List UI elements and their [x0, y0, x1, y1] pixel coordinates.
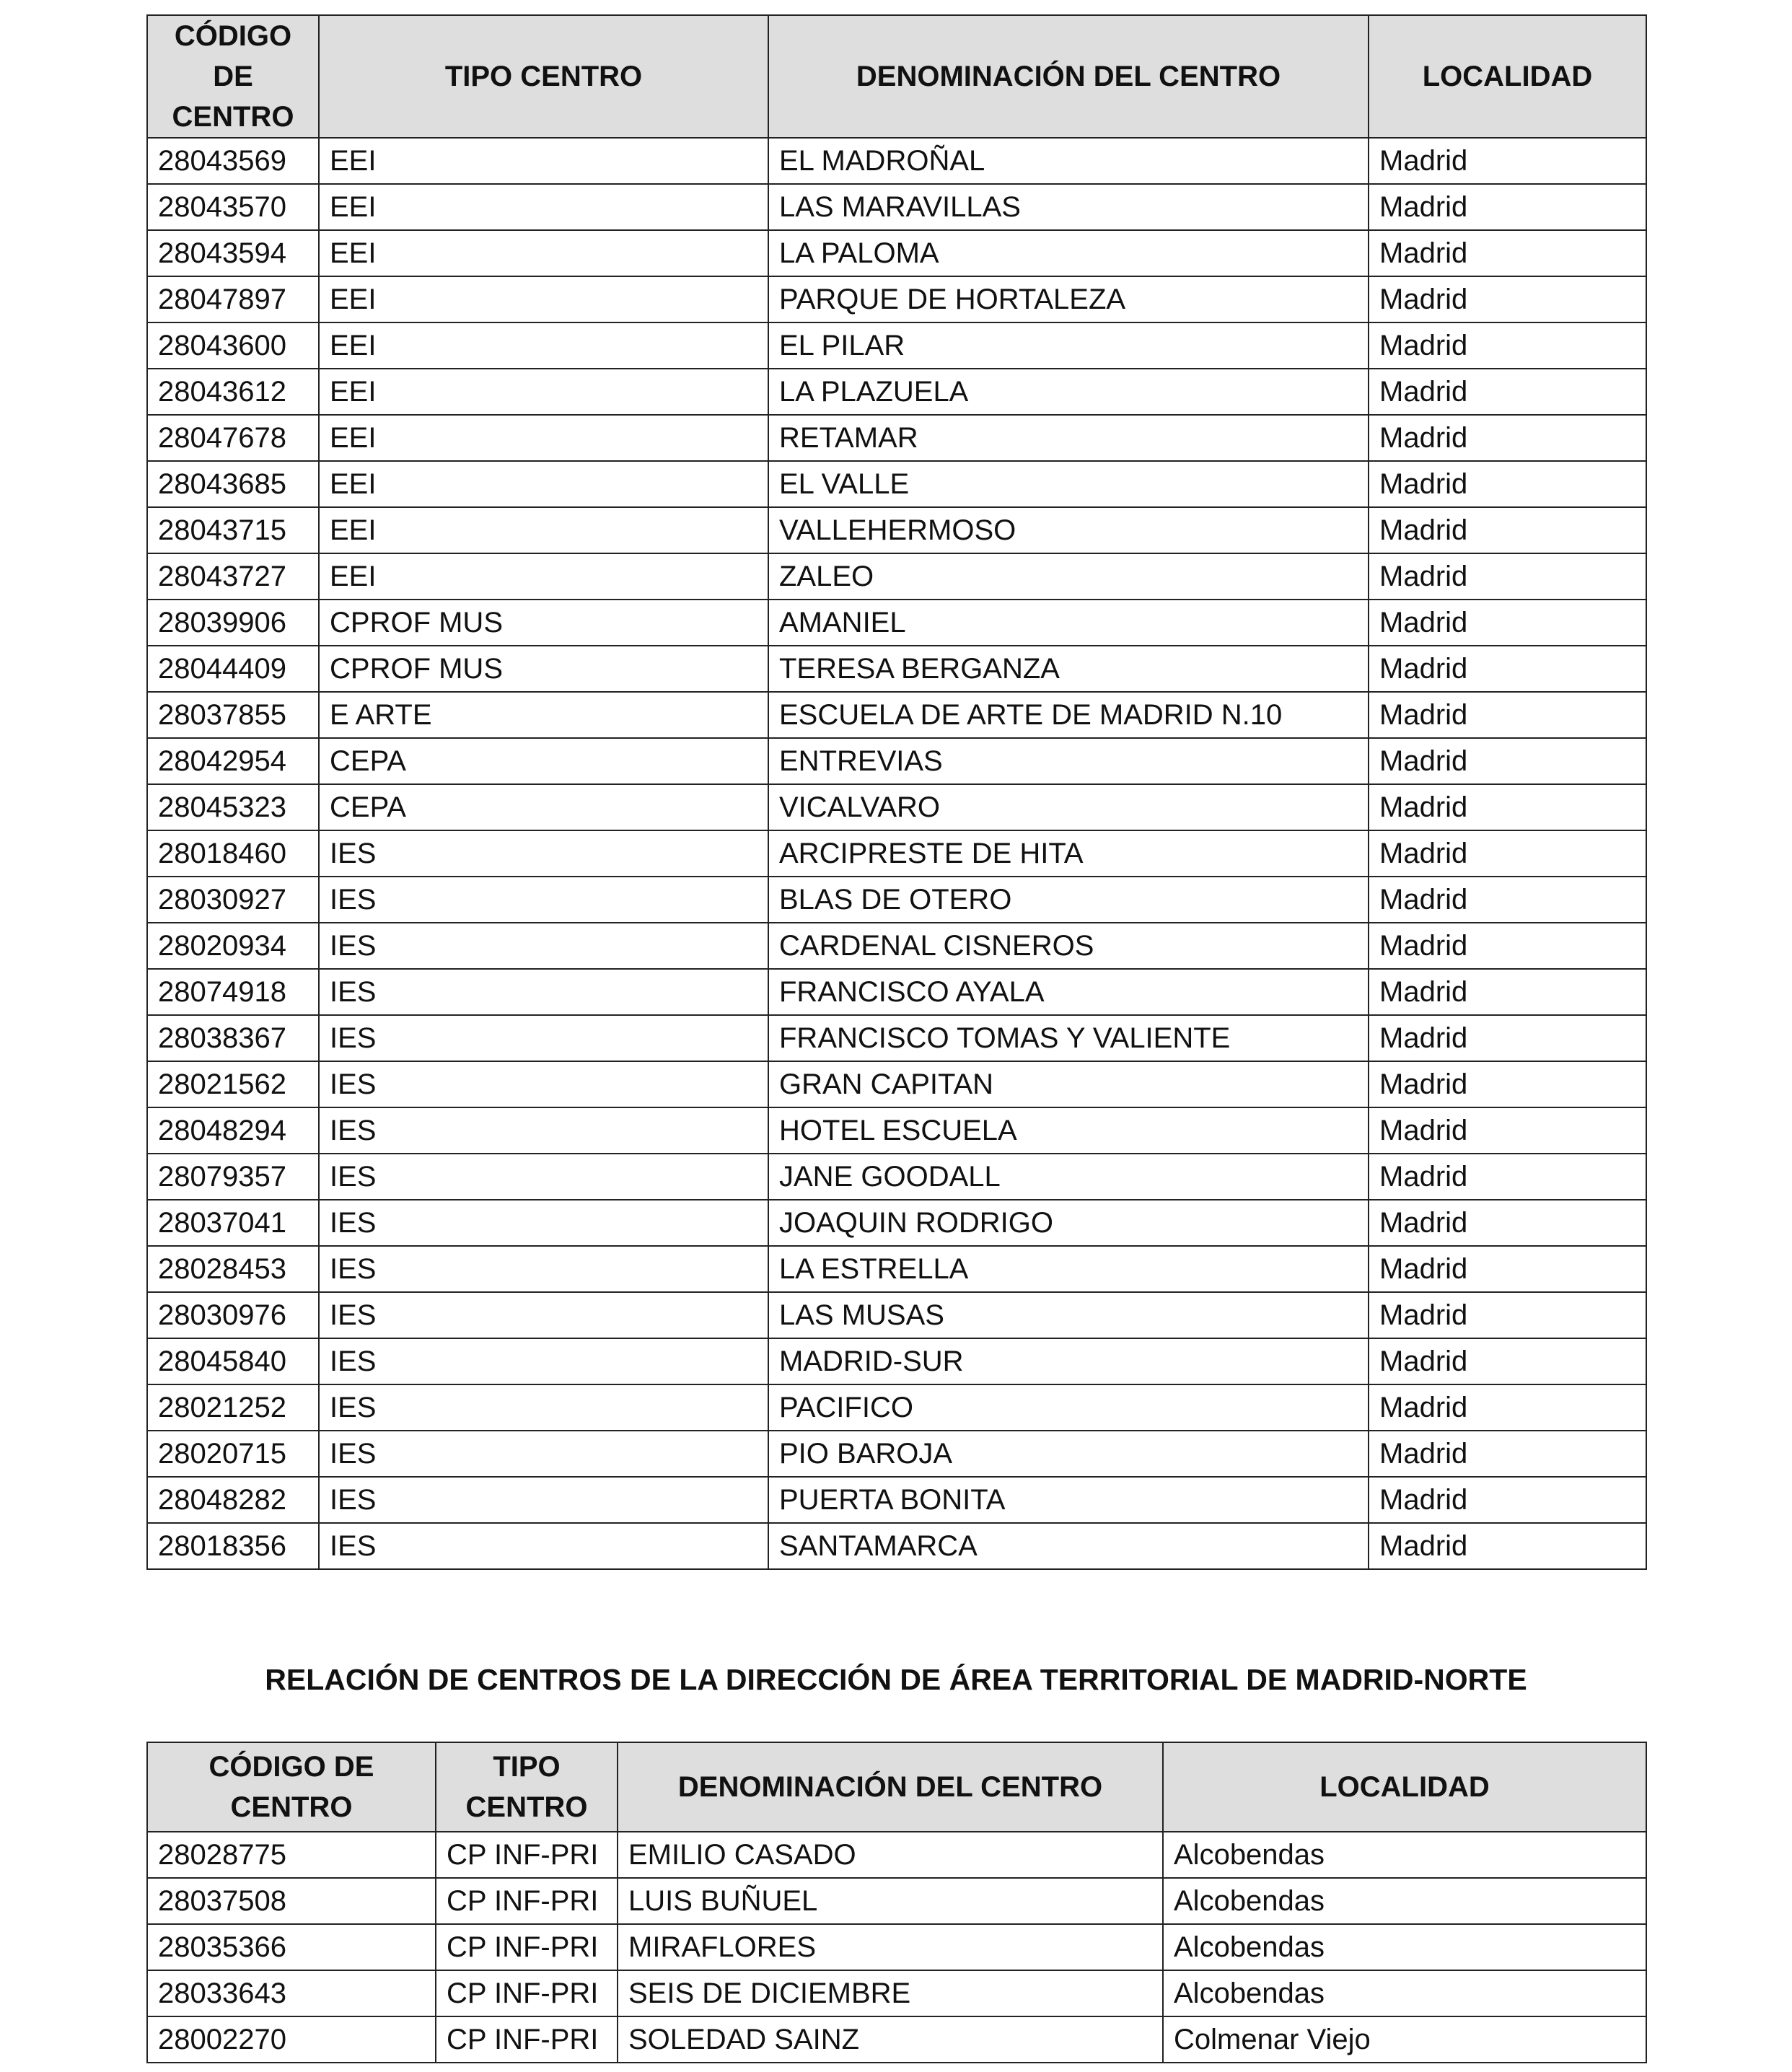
cell-tipo: CP INF-PRI	[436, 1878, 618, 1924]
cell-denominacion: EL PILAR	[768, 322, 1369, 369]
cell-tipo: IES	[319, 1477, 768, 1523]
cell-denominacion: BLAS DE OTERO	[768, 877, 1369, 923]
cell-tipo: IES	[319, 1200, 768, 1246]
cell-localidad: Madrid	[1369, 830, 1646, 877]
cell-localidad: Madrid	[1369, 923, 1646, 969]
table-row	[147, 461, 1646, 507]
cell-codigo: 28047897	[147, 276, 319, 322]
cell-localidad: Alcobendas	[1163, 1970, 1646, 2016]
table-row	[147, 1384, 1646, 1431]
section-title: RELACIÓN DE CENTROS DE LA DIRECCIÓN DE ÁREA TERRITORIAL DE MADRID-NORTE	[265, 1663, 1527, 1696]
cell-tipo: IES	[319, 877, 768, 923]
cell-localidad: Madrid	[1369, 369, 1646, 415]
cell-denominacion: LA PLAZUELA	[768, 369, 1369, 415]
cell-denominacion: EL MADROÑAL	[768, 138, 1369, 184]
cell-localidad: Madrid	[1369, 646, 1646, 692]
cell-localidad: Madrid	[1369, 553, 1646, 600]
table-row	[147, 1015, 1646, 1061]
cell-tipo: IES	[319, 1015, 768, 1061]
cell-localidad: Madrid	[1369, 1477, 1646, 1523]
cell-tipo: EEI	[319, 415, 768, 461]
cell-codigo: 28048282	[147, 1477, 319, 1523]
header-codigo: CÓDIGO DE CENTRO	[147, 15, 319, 138]
cell-codigo: 28039906	[147, 600, 319, 646]
cell-tipo: EEI	[319, 322, 768, 369]
cell-localidad: Madrid	[1369, 507, 1646, 553]
cell-denominacion: SOLEDAD SAINZ	[618, 2016, 1163, 2063]
cell-tipo: EEI	[319, 461, 768, 507]
cell-denominacion: LA PALOMA	[768, 230, 1369, 276]
cell-denominacion: ENTREVIAS	[768, 738, 1369, 784]
cell-codigo: 28037855	[147, 692, 319, 738]
header-denominacion: DENOMINACIÓN DEL CENTRO	[618, 1742, 1163, 1832]
cell-codigo: 28002270	[147, 2016, 436, 2063]
cell-codigo: 28043727	[147, 553, 319, 600]
header-localidad: LOCALIDAD	[1369, 15, 1646, 138]
table-row	[147, 1832, 1646, 1878]
cell-localidad: Madrid	[1369, 1246, 1646, 1292]
cell-localidad: Madrid	[1369, 1523, 1646, 1569]
cell-codigo: 28021562	[147, 1061, 319, 1107]
cell-tipo: IES	[319, 1246, 768, 1292]
table-row	[147, 276, 1646, 322]
centros-table-2	[146, 1742, 1647, 2063]
header-codigo: CÓDIGO DE CENTRO	[147, 1742, 436, 1832]
cell-localidad: Madrid	[1369, 877, 1646, 923]
cell-localidad: Madrid	[1369, 1200, 1646, 1246]
cell-denominacion: PARQUE DE HORTALEZA	[768, 276, 1369, 322]
header-tipo: TIPO CENTRO	[319, 15, 768, 138]
cell-codigo: 28021252	[147, 1384, 319, 1431]
cell-localidad: Madrid	[1369, 784, 1646, 830]
cell-tipo: IES	[319, 1107, 768, 1154]
table-row	[147, 877, 1646, 923]
table-row	[147, 1970, 1646, 2016]
cell-localidad: Madrid	[1369, 1061, 1646, 1107]
cell-denominacion: JOAQUIN RODRIGO	[768, 1200, 1369, 1246]
header-tipo: TIPO CENTRO	[436, 1742, 618, 1832]
cell-codigo: 28043685	[147, 461, 319, 507]
cell-tipo: CP INF-PRI	[436, 1832, 618, 1878]
cell-tipo: CEPA	[319, 738, 768, 784]
cell-tipo: EEI	[319, 276, 768, 322]
cell-denominacion: SANTAMARCA	[768, 1523, 1369, 1569]
cell-localidad: Madrid	[1369, 969, 1646, 1015]
cell-codigo: 28043600	[147, 322, 319, 369]
cell-denominacion: RETAMAR	[768, 415, 1369, 461]
cell-denominacion: FRANCISCO AYALA	[768, 969, 1369, 1015]
cell-denominacion: LUIS BUÑUEL	[618, 1878, 1163, 1924]
cell-tipo: IES	[319, 1384, 768, 1431]
cell-tipo: CP INF-PRI	[436, 1924, 618, 1970]
cell-tipo: IES	[319, 1431, 768, 1477]
cell-denominacion: VALLEHERMOSO	[768, 507, 1369, 553]
table-row	[147, 738, 1646, 784]
cell-tipo: CPROF MUS	[319, 646, 768, 692]
cell-codigo: 28045323	[147, 784, 319, 830]
cell-tipo: IES	[319, 830, 768, 877]
cell-localidad: Madrid	[1369, 1292, 1646, 1338]
table-row	[147, 1477, 1646, 1523]
cell-tipo: IES	[319, 1061, 768, 1107]
cell-denominacion: SEIS DE DICIEMBRE	[618, 1970, 1163, 2016]
table-row	[147, 415, 1646, 461]
cell-denominacion: MIRAFLORES	[618, 1924, 1163, 1970]
cell-localidad: Madrid	[1369, 230, 1646, 276]
cell-codigo: 28018460	[147, 830, 319, 877]
table-row	[147, 184, 1646, 230]
table-row	[147, 1924, 1646, 1970]
cell-denominacion: GRAN CAPITAN	[768, 1061, 1369, 1107]
table-row	[147, 600, 1646, 646]
cell-localidad: Madrid	[1369, 738, 1646, 784]
table-row	[147, 969, 1646, 1015]
cell-localidad: Madrid	[1369, 692, 1646, 738]
centros-table-1	[146, 14, 1647, 1570]
cell-tipo: EEI	[319, 138, 768, 184]
header-localidad: LOCALIDAD	[1163, 1742, 1646, 1832]
cell-localidad: Alcobendas	[1163, 1878, 1646, 1924]
table-row	[147, 2016, 1646, 2063]
cell-denominacion: LA ESTRELLA	[768, 1246, 1369, 1292]
cell-codigo: 28043594	[147, 230, 319, 276]
cell-denominacion: HOTEL ESCUELA	[768, 1107, 1369, 1154]
cell-codigo: 28043715	[147, 507, 319, 553]
cell-tipo: EEI	[319, 369, 768, 415]
cell-codigo: 28043569	[147, 138, 319, 184]
cell-codigo: 28028453	[147, 1246, 319, 1292]
cell-localidad: Madrid	[1369, 600, 1646, 646]
cell-localidad: Madrid	[1369, 276, 1646, 322]
cell-codigo: 28045840	[147, 1338, 319, 1384]
cell-codigo: 28020934	[147, 923, 319, 969]
table-row	[147, 138, 1646, 184]
table-row	[147, 322, 1646, 369]
cell-denominacion: JANE GOODALL	[768, 1154, 1369, 1200]
cell-denominacion: LAS MUSAS	[768, 1292, 1369, 1338]
table-row	[147, 369, 1646, 415]
cell-localidad: Madrid	[1369, 322, 1646, 369]
cell-tipo: IES	[319, 923, 768, 969]
cell-localidad: Madrid	[1369, 1154, 1646, 1200]
cell-denominacion: PIO BAROJA	[768, 1431, 1369, 1477]
cell-tipo: EEI	[319, 230, 768, 276]
cell-denominacion: ARCIPRESTE DE HITA	[768, 830, 1369, 877]
cell-denominacion: MADRID-SUR	[768, 1338, 1369, 1384]
cell-codigo: 28030976	[147, 1292, 319, 1338]
table-row	[147, 1292, 1646, 1338]
cell-codigo: 28020715	[147, 1431, 319, 1477]
table-row	[147, 1107, 1646, 1154]
header-denominacion: DENOMINACIÓN DEL CENTRO	[768, 15, 1369, 138]
cell-codigo: 28033643	[147, 1970, 436, 2016]
cell-denominacion: LAS MARAVILLAS	[768, 184, 1369, 230]
table-row	[147, 1200, 1646, 1246]
cell-localidad: Alcobendas	[1163, 1924, 1646, 1970]
table-row	[147, 1338, 1646, 1384]
cell-localidad: Madrid	[1369, 138, 1646, 184]
cell-denominacion: CARDENAL CISNEROS	[768, 923, 1369, 969]
table-row	[147, 507, 1646, 553]
cell-localidad: Madrid	[1369, 184, 1646, 230]
cell-localidad: Madrid	[1369, 1338, 1646, 1384]
cell-denominacion: TERESA BERGANZA	[768, 646, 1369, 692]
table-row	[147, 1246, 1646, 1292]
table-row	[147, 1154, 1646, 1200]
cell-codigo: 28043612	[147, 369, 319, 415]
cell-codigo: 28037041	[147, 1200, 319, 1246]
table-row	[147, 1431, 1646, 1477]
cell-codigo: 28044409	[147, 646, 319, 692]
cell-tipo: CP INF-PRI	[436, 2016, 618, 2063]
cell-tipo: IES	[319, 1154, 768, 1200]
cell-codigo: 28030927	[147, 877, 319, 923]
cell-localidad: Colmenar Viejo	[1163, 2016, 1646, 2063]
cell-codigo: 28047678	[147, 415, 319, 461]
cell-denominacion: EMILIO CASADO	[618, 1832, 1163, 1878]
cell-codigo: 28028775	[147, 1832, 436, 1878]
cell-denominacion: PUERTA BONITA	[768, 1477, 1369, 1523]
table-row	[147, 1061, 1646, 1107]
cell-denominacion: PACIFICO	[768, 1384, 1369, 1431]
cell-localidad: Madrid	[1369, 1015, 1646, 1061]
cell-tipo: CEPA	[319, 784, 768, 830]
table-header-row	[147, 15, 1646, 138]
cell-localidad: Madrid	[1369, 461, 1646, 507]
cell-denominacion: EL VALLE	[768, 461, 1369, 507]
table-header-row	[147, 1742, 1646, 1832]
cell-codigo: 28035366	[147, 1924, 436, 1970]
table-row	[147, 553, 1646, 600]
table-row	[147, 692, 1646, 738]
cell-denominacion: ZALEO	[768, 553, 1369, 600]
table-row	[147, 923, 1646, 969]
cell-tipo: IES	[319, 1292, 768, 1338]
cell-localidad: Madrid	[1369, 1431, 1646, 1477]
cell-localidad: Madrid	[1369, 1384, 1646, 1431]
cell-codigo: 28048294	[147, 1107, 319, 1154]
table-row	[147, 1523, 1646, 1569]
cell-codigo: 28038367	[147, 1015, 319, 1061]
cell-tipo: EEI	[319, 184, 768, 230]
cell-localidad: Madrid	[1369, 1107, 1646, 1154]
table-row	[147, 1878, 1646, 1924]
cell-tipo: IES	[319, 969, 768, 1015]
cell-codigo: 28043570	[147, 184, 319, 230]
cell-codigo: 28018356	[147, 1523, 319, 1569]
cell-tipo: EEI	[319, 507, 768, 553]
cell-localidad: Madrid	[1369, 415, 1646, 461]
cell-codigo: 28042954	[147, 738, 319, 784]
cell-tipo: IES	[319, 1523, 768, 1569]
table-row	[147, 830, 1646, 877]
cell-denominacion: FRANCISCO TOMAS Y VALIENTE	[768, 1015, 1369, 1061]
cell-denominacion: ESCUELA DE ARTE DE MADRID N.10	[768, 692, 1369, 738]
table-row	[147, 230, 1646, 276]
cell-codigo: 28079357	[147, 1154, 319, 1200]
cell-denominacion: VICALVARO	[768, 784, 1369, 830]
cell-denominacion: AMANIEL	[768, 600, 1369, 646]
table-row	[147, 784, 1646, 830]
table-row	[147, 646, 1646, 692]
cell-localidad: Alcobendas	[1163, 1832, 1646, 1878]
cell-tipo: IES	[319, 1338, 768, 1384]
cell-tipo: EEI	[319, 553, 768, 600]
cell-codigo: 28074918	[147, 969, 319, 1015]
cell-codigo: 28037508	[147, 1878, 436, 1924]
cell-tipo: E ARTE	[319, 692, 768, 738]
cell-tipo: CP INF-PRI	[436, 1970, 618, 2016]
cell-tipo: CPROF MUS	[319, 600, 768, 646]
